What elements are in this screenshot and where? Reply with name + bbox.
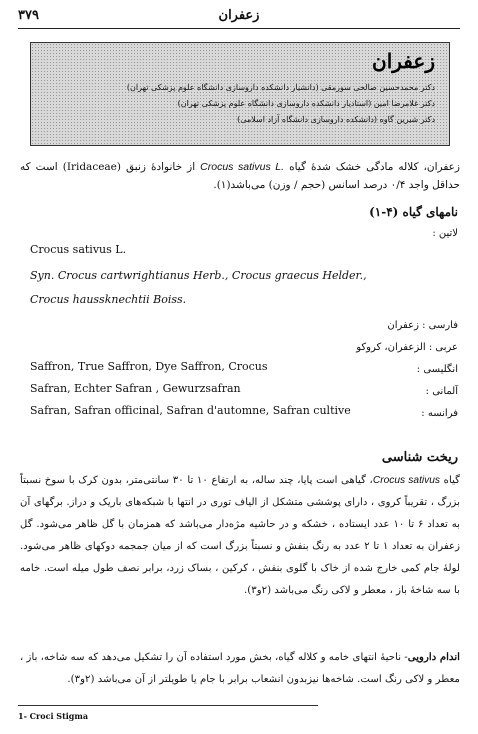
author-line: دکتر غلامرضا امین (استادیار دانشکده داروسازی دانشگاه علوم پزشکی تهران) [177, 99, 435, 108]
footnote-rule [18, 705, 318, 706]
morphology-text: ، گیاهی است پایا، چند ساله، به ارتفاع ۱۰ تا ۳۰ سانتی‌متر، بدون کرک با سوخ نسبتاً بزرگ ، تقریباً کروی ، دارای پوششی متشکل از الیاف توری در انتها با شبکه‌های باریک و دراز. برگهای آن به تعداد ۶ تا ۱۰ عدد ایستاده ، خشکه و در حاشیه مژه‌دار می‌باشد که همزمان با گل ظاهر می‌شود. گل زعفران به تعداد ۱ تا ۲ عدد به رنگ بنفش و نسبتاً بزرگ است که از میان جمجمه دوکهای ظاهر می‌شود. لولهٔ جام کمی خارج شده از خاک با گلوی بنفش ، کرکین ، بساک زرد، برابر نصف طول میله است. خامه با سه شاخهٔ باز ، معطر و لاکی رنگ می‌باشد (۲و۳). [20, 475, 460, 596]
morphology-latin-name: Crocus sativus [372, 475, 441, 486]
french-label: فرانسه : [421, 408, 458, 419]
arabic-name: عربی : الزعفران، کروکو [356, 342, 458, 353]
article-title: زعفران [372, 49, 435, 73]
drug-part-label: اندام دارویی [407, 651, 460, 663]
page-number: ۳۷۹ [18, 8, 39, 23]
drug-part-paragraph [20, 646, 460, 691]
names-heading: نامهای گیاه (۴-۱) [369, 205, 458, 219]
latin-name-3: Crocus haussknechtii Boiss. [30, 293, 187, 306]
intro-text-start: زعفران، کلاله مادگی خشک شدهٔ گیاه [289, 161, 460, 173]
latin-label: لاتین : [432, 228, 458, 239]
intro-text-end: از خانوادهٔ زنبق (Iridaceae) است که حداقل واجد ۰/۴ درصد اسانس (حجم / وزن) می‌باشد(۱). [20, 161, 460, 191]
intro-latin-name: Crocus sativus L. [200, 161, 285, 173]
intro-paragraph [20, 158, 460, 194]
morphology-heading: ریخت شناسی [381, 450, 458, 465]
title-box [30, 42, 450, 146]
morphology-paragraph [20, 470, 460, 602]
german-value: Safran, Echter Safran , Gewurzsafran [30, 382, 241, 395]
morphology-text-start: گیاه [443, 475, 461, 486]
english-value: Saffron, True Saffron, Dye Saffron, Crocus [30, 360, 268, 373]
drug-part-text: - ناحیهٔ انتهای خامه و کلاله گیاه، بخش مورد استفاده آن را تشکیل می‌دهد که سه شاخه، باز ، معطر و لاکی رنگ است. شاخه‌ها نیزبدون انشعاب برابر با جام یا طویلتر از آن می‌باشد (۲و۳). [20, 652, 460, 685]
author-line: دکتر محمدحسین صالحی سورمقی (دانشیار دانشکده داروسازی دانشگاه علوم پزشکی تهران) [126, 83, 435, 92]
french-value: Safran, Safran officinal, Safran d'automne, Safran cultive [30, 404, 351, 417]
header-rule [18, 28, 460, 29]
latin-name-1: Crocus sativus L. [30, 243, 127, 256]
latin-name-2: Syn. Crocus cartwrightianus Herb., Crocus graecus Helder., [30, 269, 367, 282]
persian-name: فارسی : زعفران [387, 320, 458, 331]
author-line: دکتر شیرین گاوه (دانشکده داروسازی دانشگاه آزاد اسلامی) [237, 115, 435, 124]
german-label: آلمانی : [425, 386, 458, 397]
footnote: 1- Croci Stigma [18, 711, 89, 721]
english-label: انگلیسی : [416, 364, 458, 375]
running-title: زعفران [218, 8, 260, 23]
